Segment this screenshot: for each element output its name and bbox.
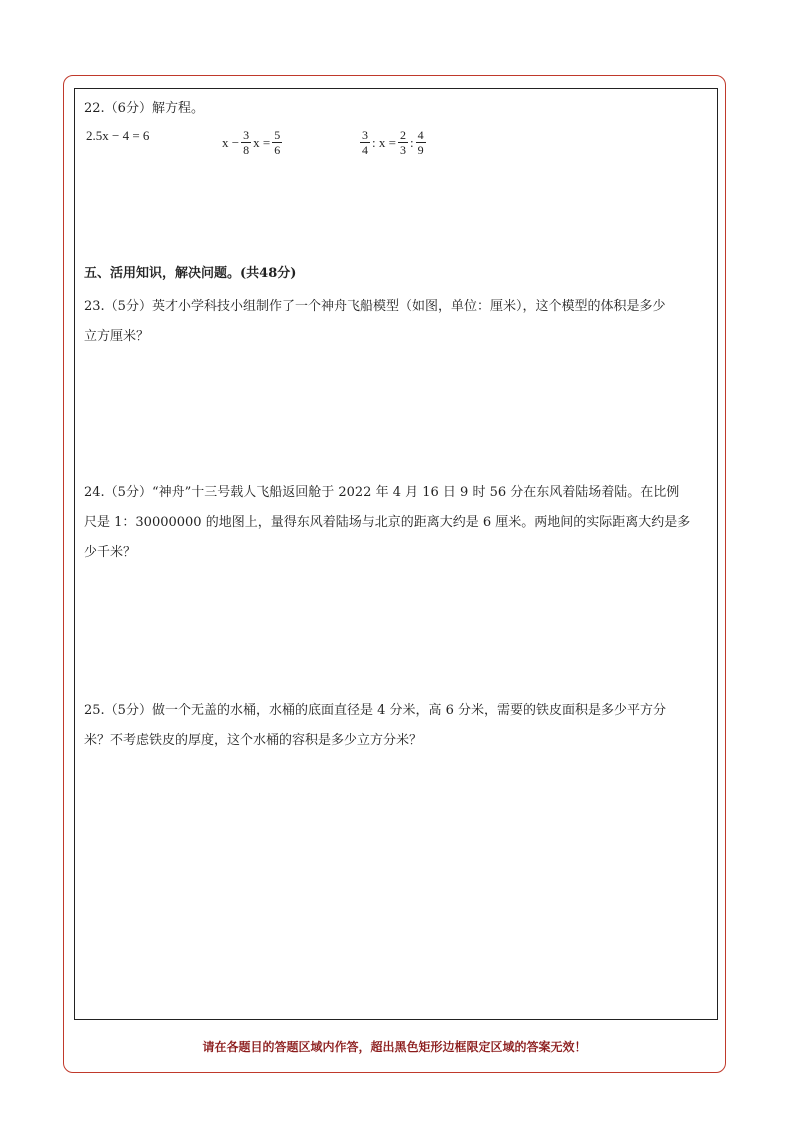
numerator: 3: [243, 128, 250, 142]
equation-2: [222, 128, 284, 157]
question-22-title: 22.（6分）解方程。: [84, 101, 204, 116]
footer-warning: 请在各题目的答题区域内作答，超出黑色矩形边框限定区域的答案无效！: [202, 1040, 587, 1054]
denominator: 9: [417, 143, 424, 157]
question-23-line-2: 立方厘米？: [84, 329, 150, 344]
numerator: 2: [399, 128, 406, 142]
denominator: 6: [274, 143, 281, 157]
question-25-line-1: 25.（5分）做一个无盖的水桶，水桶的底面直径是 4 分米，高 6 分米，需要的铁皮面积是多少平方分: [84, 703, 667, 718]
denominator: 4: [362, 143, 368, 157]
denominator: 3: [399, 143, 406, 157]
denominator: 8: [243, 143, 250, 157]
question-25: [84, 696, 710, 756]
numerator: 5: [274, 128, 281, 142]
question-24: [84, 478, 710, 568]
eq3-colon: :: [409, 134, 414, 150]
section-5-heading: 五、活用知识，解决问题。(共48分): [84, 266, 297, 281]
eq2-part-a: x −: [222, 134, 240, 150]
eq2-fraction-2: [272, 128, 282, 157]
eq2-part-b: x =: [253, 134, 271, 150]
question-24-line-2: 尺是 1：30000000 的地图上，量得东风着陆场与北京的距离大约是 6 厘米。两地间的实际距离大约是多: [84, 515, 691, 530]
eq3-part-a: : x =: [372, 134, 396, 150]
eq3-fraction-3: [416, 128, 426, 157]
question-25-line-2: 米？不考虑铁皮的厚度，这个水桶的容积是多少立方分米？: [84, 733, 423, 748]
question-24-line-1: 24.（5分）“神舟”十三号载人飞船返回舱于 2022 年 4 月 16 日 9 时 56 分在东风着陆场着陆。在比例: [84, 485, 680, 500]
question-23: [84, 292, 710, 352]
question-24-line-3: 少千米？: [84, 545, 137, 560]
numerator: 4: [417, 128, 424, 142]
equation-3: [358, 128, 428, 157]
numerator: 3: [362, 128, 368, 142]
eq2-fraction-1: [241, 128, 251, 157]
eq3-fraction-2: [398, 128, 408, 157]
eq3-fraction-1: [360, 128, 370, 157]
equation-1: [86, 128, 149, 144]
question-23-line-1: 23.（5分）英才小学科技小组制作了一个神舟飞船模型（如图，单位：厘米），这个模型的体积是多少: [84, 299, 666, 314]
equation-1-text: 2.5x − 4 = 6: [86, 128, 150, 143]
